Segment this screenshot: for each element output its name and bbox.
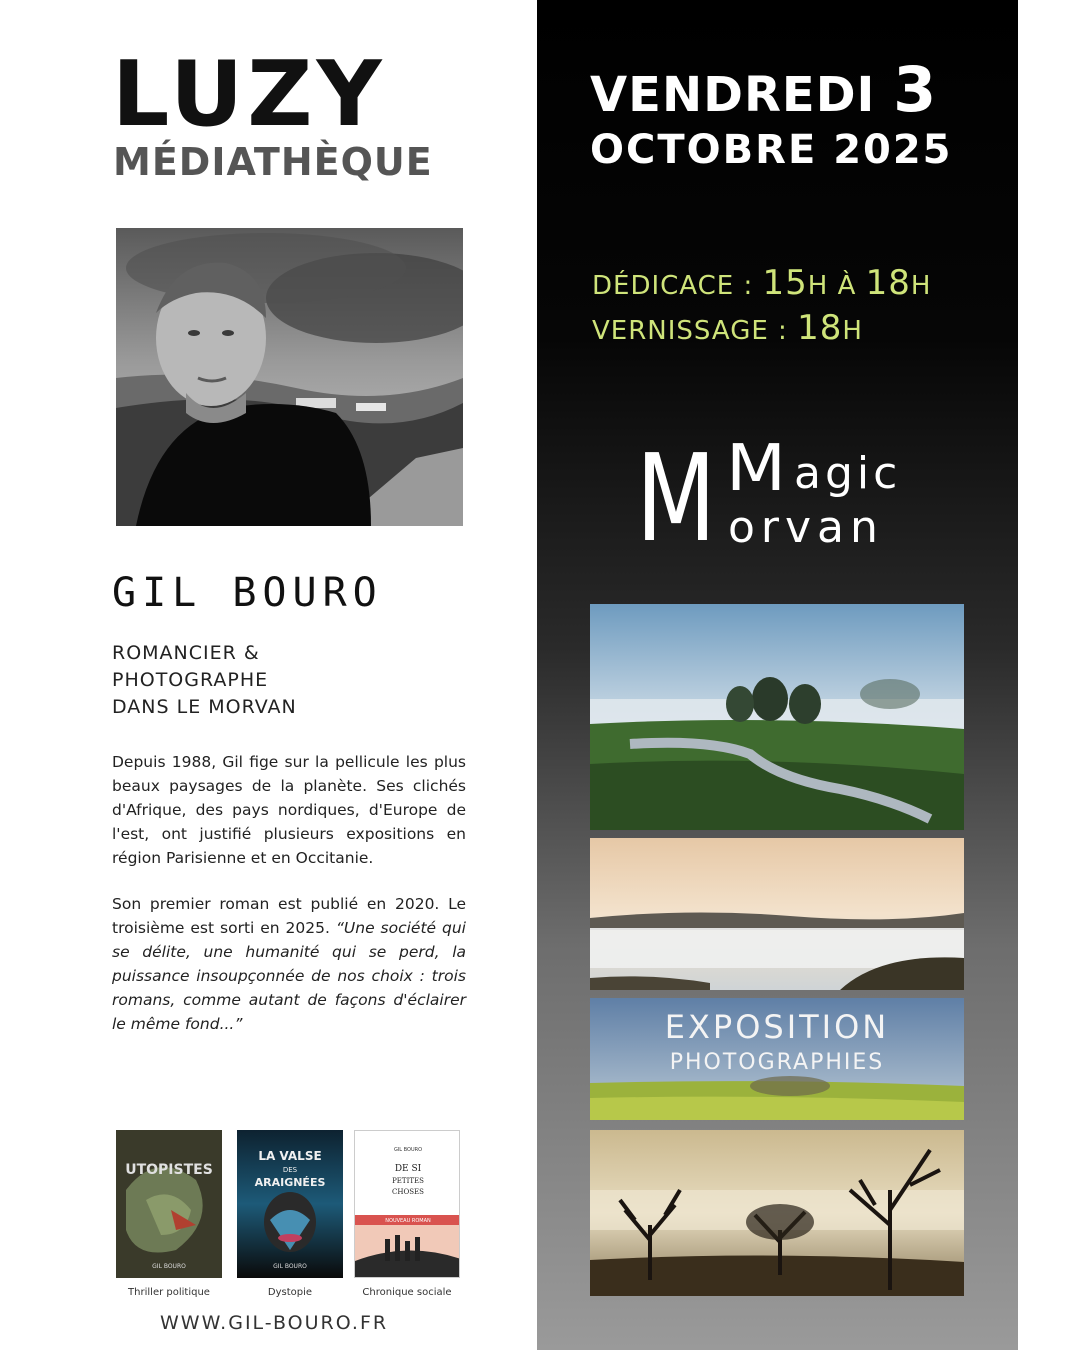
role-line: PHOTOGRAPHE bbox=[112, 669, 269, 691]
book-caption: Dystopie bbox=[267, 1287, 313, 1298]
book-author: GIL BOURO bbox=[152, 1263, 186, 1270]
dedicace-sep: H À bbox=[807, 271, 866, 301]
book-title-line: DE SI bbox=[394, 1164, 422, 1174]
book-author: GIL BOURO bbox=[273, 1263, 307, 1270]
exhibition-title: EXPOSITION bbox=[664, 1008, 890, 1046]
day-word: VENDREDI bbox=[590, 67, 876, 123]
book-title-line: ARAIGNÉES bbox=[254, 1176, 326, 1189]
city-title: LUZY bbox=[112, 42, 386, 147]
dedicace-start: 15 bbox=[762, 263, 808, 303]
book-author: GIL BOURO bbox=[393, 1147, 423, 1153]
book-tag: NOUVEAU ROMAN bbox=[385, 1218, 431, 1224]
venue-name: MÉDIATHÈQUE bbox=[113, 140, 433, 184]
landscape-photo-mist bbox=[590, 838, 964, 990]
book-title-line: DES bbox=[282, 1166, 298, 1174]
vernissage-time: 18 bbox=[797, 308, 843, 348]
event-date bbox=[590, 53, 953, 175]
book-cover-de-si-petites-choses bbox=[354, 1130, 460, 1278]
dedicace-unit: H bbox=[910, 271, 932, 301]
date-line-1 bbox=[590, 53, 953, 126]
dedicace-line bbox=[592, 262, 931, 307]
exhibition-subtitle: PHOTOGRAPHIES bbox=[669, 1050, 885, 1075]
author-bio bbox=[112, 750, 466, 1036]
logo-word-2: orvan bbox=[728, 502, 884, 553]
book-cover-la-valse bbox=[237, 1130, 343, 1278]
landscape-photo-trees bbox=[590, 1130, 964, 1296]
dedicace-end: 18 bbox=[865, 263, 911, 303]
logo-word-1: agic bbox=[794, 448, 902, 499]
bio-paragraph-2 bbox=[112, 892, 466, 1036]
role-line: ROMANCIER & bbox=[112, 642, 260, 664]
right-margin bbox=[1018, 0, 1080, 1350]
website-link[interactable]: WWW.GIL-BOURO.FR bbox=[160, 1312, 389, 1334]
logo-initial: M bbox=[726, 432, 786, 506]
author-portrait bbox=[116, 228, 463, 526]
book-caption: Thriller politique bbox=[128, 1287, 210, 1298]
book-title-line: LA VALSE bbox=[258, 1149, 322, 1163]
logo-initial: M bbox=[636, 430, 716, 560]
role-line: DANS LE MORVAN bbox=[112, 696, 297, 718]
landscape-photo-stream bbox=[590, 604, 964, 830]
bio-paragraph-1: Depuis 1988, Gil fige sur la pellicule les plus beaux paysages de la planète. Ses clichés d'Afrique, des pays nordiques, d'Europe de l'est, ont justifié plusieurs expositions en région Parisienne et en Occitanie. bbox=[112, 753, 466, 867]
exhibition-banner bbox=[590, 1008, 964, 1080]
vernissage-label: VERNISSAGE : bbox=[592, 316, 798, 346]
vernissage-unit: H bbox=[842, 316, 863, 346]
author-name: GIL BOURO bbox=[112, 570, 383, 616]
book-cover-utopistes bbox=[116, 1130, 222, 1278]
month-year: OCTOBRE 2025 bbox=[590, 127, 953, 173]
event-schedule bbox=[592, 262, 931, 352]
book-title-line: CHOSES bbox=[392, 1188, 424, 1196]
author-roles bbox=[112, 640, 297, 721]
day-number: 3 bbox=[893, 53, 938, 126]
book-title-line: PETITES bbox=[392, 1177, 424, 1185]
bio-quote: “Une société qui se délite, une humanité qui se perd, la puissance insoupçonnée de nos choix : trois romans, comme autant de façons d'éclairer le même fond...” bbox=[112, 919, 466, 1033]
dedicace-label: DÉDICACE : bbox=[592, 271, 763, 301]
vernissage-line bbox=[592, 307, 931, 352]
book-title: UTOPISTES bbox=[125, 1162, 213, 1178]
magic-morvan-logo bbox=[636, 420, 936, 560]
bio-paragraph-2-text: Son premier roman est publié en 2020. Le troisième est sorti en 2025. bbox=[112, 895, 466, 937]
book-caption: Chronique sociale bbox=[362, 1287, 452, 1298]
